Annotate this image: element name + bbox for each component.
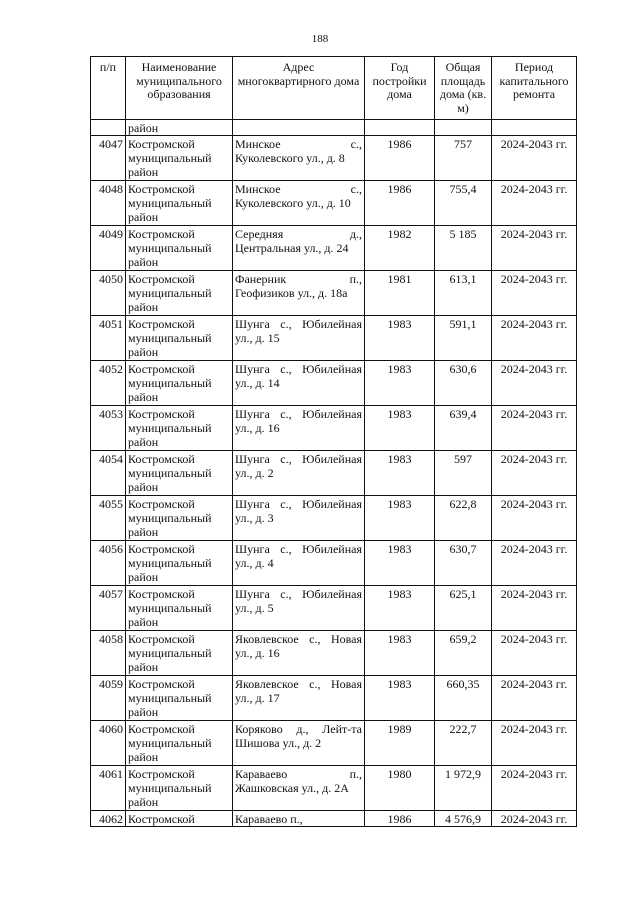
cell-year bbox=[365, 120, 435, 136]
cell-year: 1983 bbox=[365, 676, 435, 721]
cell-area: 4 576,9 bbox=[435, 811, 492, 827]
cell-period: 2024-2043 гг. bbox=[492, 721, 577, 766]
cell-period: 2024-2043 гг. bbox=[492, 496, 577, 541]
page-number: 188 bbox=[311, 33, 329, 45]
cell-address: Яковлевское с., Новая ул., д. 16 bbox=[233, 631, 365, 676]
cell-num: 4061 bbox=[91, 766, 126, 811]
cell-address: Шунга с., Юбилейная ул., д. 15 bbox=[233, 316, 365, 361]
cell-name: Костромской муниципальный район bbox=[126, 541, 233, 586]
cell-name: Костромской муниципальный район bbox=[126, 631, 233, 676]
cell-name: Костромской муниципальный район bbox=[126, 271, 233, 316]
cell-year: 1983 bbox=[365, 496, 435, 541]
header-period: Период капитального ремонта bbox=[492, 57, 577, 120]
cell-area: 755,4 bbox=[435, 181, 492, 226]
cell-area: 613,1 bbox=[435, 271, 492, 316]
cell-year: 1986 bbox=[365, 181, 435, 226]
cell-address: Середняя д., Центральная ул., д. 24 bbox=[233, 226, 365, 271]
cell-period: 2024-2043 гг. bbox=[492, 361, 577, 406]
cell-area: 625,1 bbox=[435, 586, 492, 631]
cell-period: 2024-2043 гг. bbox=[492, 541, 577, 586]
table-row bbox=[91, 271, 577, 316]
cell-area: 591,1 bbox=[435, 316, 492, 361]
cell-area: 660,35 bbox=[435, 676, 492, 721]
header-year: Год постройки дома bbox=[365, 57, 435, 120]
cell-address: Яковлевское с., Новая ул., д. 17 bbox=[233, 676, 365, 721]
cell-period: 2024-2043 гг. bbox=[492, 271, 577, 316]
cell-year: 1981 bbox=[365, 271, 435, 316]
cell-num: 4049 bbox=[91, 226, 126, 271]
table-row bbox=[91, 676, 577, 721]
cell-num: 4047 bbox=[91, 136, 126, 181]
table-row bbox=[91, 451, 577, 496]
table-row bbox=[91, 136, 577, 181]
cell-name: район bbox=[126, 120, 233, 136]
cell-num: 4052 bbox=[91, 361, 126, 406]
cell-period: 2024-2043 гг. bbox=[492, 226, 577, 271]
cell-period bbox=[492, 120, 577, 136]
cell-area: 222,7 bbox=[435, 721, 492, 766]
cell-address: Шунга с., Юбилейная ул., д. 4 bbox=[233, 541, 365, 586]
table-row bbox=[91, 181, 577, 226]
cell-year: 1983 bbox=[365, 406, 435, 451]
cell-year: 1983 bbox=[365, 451, 435, 496]
cell-address: Караваево п., Жашковская ул., д. 2А bbox=[233, 766, 365, 811]
cell-area: 757 bbox=[435, 136, 492, 181]
header-name: Наименование муниципального образования bbox=[126, 57, 233, 120]
cell-num: 4058 bbox=[91, 631, 126, 676]
cell-num: 4053 bbox=[91, 406, 126, 451]
cell-address bbox=[233, 120, 365, 136]
cell-period: 2024-2043 гг. bbox=[492, 766, 577, 811]
cell-period: 2024-2043 гг. bbox=[492, 136, 577, 181]
cell-year: 1983 bbox=[365, 586, 435, 631]
cell-area: 597 bbox=[435, 451, 492, 496]
cell-address: Шунга с., Юбилейная ул., д. 16 bbox=[233, 406, 365, 451]
cell-num: 4062 bbox=[91, 811, 126, 827]
cell-num: 4054 bbox=[91, 451, 126, 496]
cell-area: 630,7 bbox=[435, 541, 492, 586]
table-row bbox=[91, 406, 577, 451]
table-row bbox=[91, 361, 577, 406]
cell-address: Шунга с., Юбилейная ул., д. 3 bbox=[233, 496, 365, 541]
cell-num: 4055 bbox=[91, 496, 126, 541]
cell-year: 1983 bbox=[365, 541, 435, 586]
table-row bbox=[91, 316, 577, 361]
cell-name: Костромской муниципальный район bbox=[126, 766, 233, 811]
cell-num: 4051 bbox=[91, 316, 126, 361]
cell-num bbox=[91, 120, 126, 136]
header-area: Общая площадь дома (кв. м) bbox=[435, 57, 492, 120]
cell-num: 4048 bbox=[91, 181, 126, 226]
cell-area bbox=[435, 120, 492, 136]
cell-address: Шунга с., Юбилейная ул., д. 5 bbox=[233, 586, 365, 631]
cell-address: Шунга с., Юбилейная ул., д. 14 bbox=[233, 361, 365, 406]
cell-year: 1983 bbox=[365, 361, 435, 406]
cell-period: 2024-2043 гг. bbox=[492, 676, 577, 721]
cell-period: 2024-2043 гг. bbox=[492, 811, 577, 827]
cell-name: Костромской муниципальный район bbox=[126, 676, 233, 721]
cell-address: Минское с., Куколевского ул., д. 8 bbox=[233, 136, 365, 181]
cell-num: 4050 bbox=[91, 271, 126, 316]
header-num: п/п bbox=[91, 57, 126, 120]
cell-num: 4060 bbox=[91, 721, 126, 766]
cell-name: Костромской муниципальный район bbox=[126, 721, 233, 766]
cell-name: Костромской муниципальный район bbox=[126, 361, 233, 406]
table-row bbox=[91, 586, 577, 631]
cell-name: Костромской муниципальный район bbox=[126, 586, 233, 631]
table-row bbox=[91, 721, 577, 766]
cell-area: 1 972,9 bbox=[435, 766, 492, 811]
cell-period: 2024-2043 гг. bbox=[492, 406, 577, 451]
table-row bbox=[91, 766, 577, 811]
header-address: Адрес многоквартирного дома bbox=[233, 57, 365, 120]
cell-area: 639,4 bbox=[435, 406, 492, 451]
cell-year: 1982 bbox=[365, 226, 435, 271]
cell-area: 630,6 bbox=[435, 361, 492, 406]
cell-address: Коряково д., Лейт-та Шишова ул., д. 2 bbox=[233, 721, 365, 766]
table-row bbox=[91, 631, 577, 676]
cell-year: 1983 bbox=[365, 631, 435, 676]
cell-period: 2024-2043 гг. bbox=[492, 316, 577, 361]
cell-period: 2024-2043 гг. bbox=[492, 451, 577, 496]
cell-name: Костромской bbox=[126, 811, 233, 827]
cell-name: Костромской муниципальный район bbox=[126, 226, 233, 271]
table-row bbox=[91, 226, 577, 271]
housing-registry-table bbox=[90, 56, 577, 827]
continuation-row bbox=[91, 120, 577, 136]
cell-area: 622,8 bbox=[435, 496, 492, 541]
header-row bbox=[91, 57, 577, 120]
cell-address: Шунга с., Юбилейная ул., д. 2 bbox=[233, 451, 365, 496]
cell-year: 1986 bbox=[365, 136, 435, 181]
table-row-last bbox=[91, 811, 577, 827]
cell-address: Караваево п., bbox=[233, 811, 365, 827]
cell-period: 2024-2043 гг. bbox=[492, 181, 577, 226]
cell-year: 1980 bbox=[365, 766, 435, 811]
table-row bbox=[91, 541, 577, 586]
cell-year: 1989 bbox=[365, 721, 435, 766]
cell-year: 1986 bbox=[365, 811, 435, 827]
cell-name: Костромской муниципальный район bbox=[126, 496, 233, 541]
cell-name: Костромской муниципальный район bbox=[126, 451, 233, 496]
table-row bbox=[91, 496, 577, 541]
cell-period: 2024-2043 гг. bbox=[492, 631, 577, 676]
cell-name: Костромской муниципальный район bbox=[126, 406, 233, 451]
cell-name: Костромской муниципальный район bbox=[126, 136, 233, 181]
cell-address: Минское с., Куколевского ул., д. 10 bbox=[233, 181, 365, 226]
cell-address: Фанерник п., Геофизиков ул., д. 18а bbox=[233, 271, 365, 316]
cell-num: 4057 bbox=[91, 586, 126, 631]
cell-period: 2024-2043 гг. bbox=[492, 586, 577, 631]
cell-num: 4056 bbox=[91, 541, 126, 586]
cell-area: 5 185 bbox=[435, 226, 492, 271]
cell-area: 659,2 bbox=[435, 631, 492, 676]
cell-num: 4059 bbox=[91, 676, 126, 721]
cell-year: 1983 bbox=[365, 316, 435, 361]
cell-name: Костромской муниципальный район bbox=[126, 316, 233, 361]
cell-name: Костромской муниципальный район bbox=[126, 181, 233, 226]
